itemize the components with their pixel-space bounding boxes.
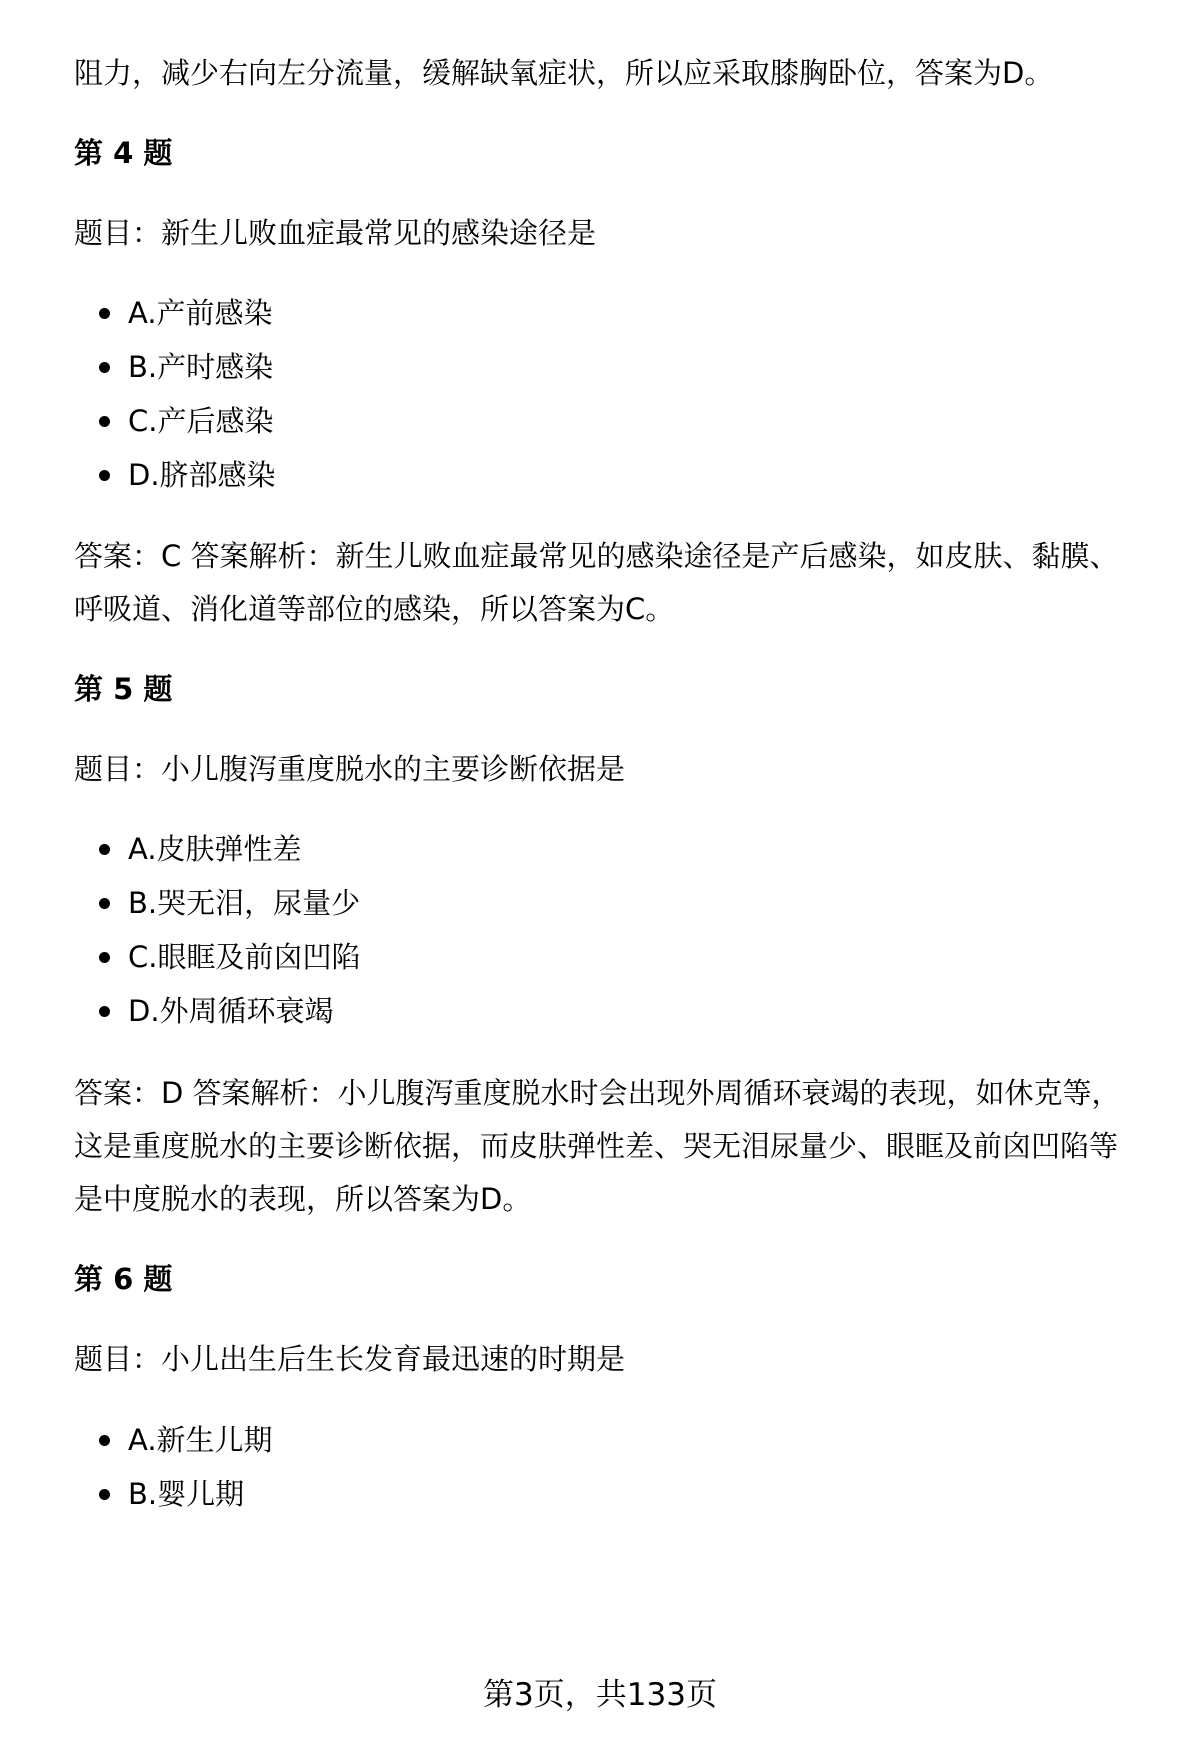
q5-answer-line-3: 是中度脱水的表现，所以答案为D。 [74, 1182, 532, 1216]
q4-option-d: D.脐部感染 [74, 453, 276, 497]
bullet-icon [99, 898, 110, 909]
q5-question: 题目：小儿腹泻重度脱水的主要诊断依据是 [74, 752, 626, 786]
q6-question: 题目：小儿出生后生长发育最迅速的时期是 [74, 1342, 626, 1376]
q4-question: 题目：新生儿败血症最常见的感染途径是 [74, 216, 597, 250]
q4-option-a: A.产前感染 [74, 291, 276, 335]
q5-answer-line-1: 答案：D 答案解析：小儿腹泻重度脱水时会出现外周循环衰竭的表现，如休克等， [74, 1076, 1121, 1110]
q5-answer-line-2: 这是重度脱水的主要诊断依据，而皮肤弹性差、哭无泪尿量少、眼眶及前囟凹陷等 [74, 1129, 1119, 1163]
q5-option-d: D.外周循环衰竭 [74, 989, 360, 1033]
q4-options [74, 291, 276, 497]
bullet-icon [99, 952, 110, 963]
q6-heading: 第 6 题 [74, 1262, 173, 1296]
bullet-icon [99, 1489, 110, 1500]
q5-option-a: A.皮肤弹性差 [74, 827, 360, 871]
bullet-icon [99, 1006, 110, 1017]
q4-answer-line-1: 答案：C 答案解析：新生儿败血症最常见的感染途径是产后感染，如皮肤、黏膜、 [74, 539, 1119, 573]
bullet-icon [99, 470, 110, 481]
q6-options [74, 1418, 273, 1516]
bullet-icon [99, 416, 110, 427]
q4-answer-line-2: 呼吸道、消化道等部位的感染，所以答案为C。 [74, 592, 675, 626]
q5-option-b: B.哭无泪，尿量少 [74, 881, 360, 925]
q4-heading: 第 4 题 [74, 136, 173, 170]
bullet-icon [99, 1435, 110, 1446]
intro-text: 阻力，减少右向左分流量，缓解缺氧症状，所以应采取膝胸卧位，答案为D。 [74, 56, 1054, 90]
q6-option-a: A.新生儿期 [74, 1418, 273, 1462]
bullet-icon [99, 308, 110, 319]
q4-option-c: C.产后感染 [74, 399, 276, 443]
q6-option-b: B.婴儿期 [74, 1472, 273, 1516]
bullet-icon [99, 362, 110, 373]
bullet-icon [99, 844, 110, 855]
q5-options [74, 827, 360, 1033]
page-number-footer: 第3页，共133页 [483, 1677, 717, 1713]
q4-option-b: B.产时感染 [74, 345, 276, 389]
q5-heading: 第 5 题 [74, 672, 173, 706]
q5-option-c: C.眼眶及前囟凹陷 [74, 935, 360, 979]
